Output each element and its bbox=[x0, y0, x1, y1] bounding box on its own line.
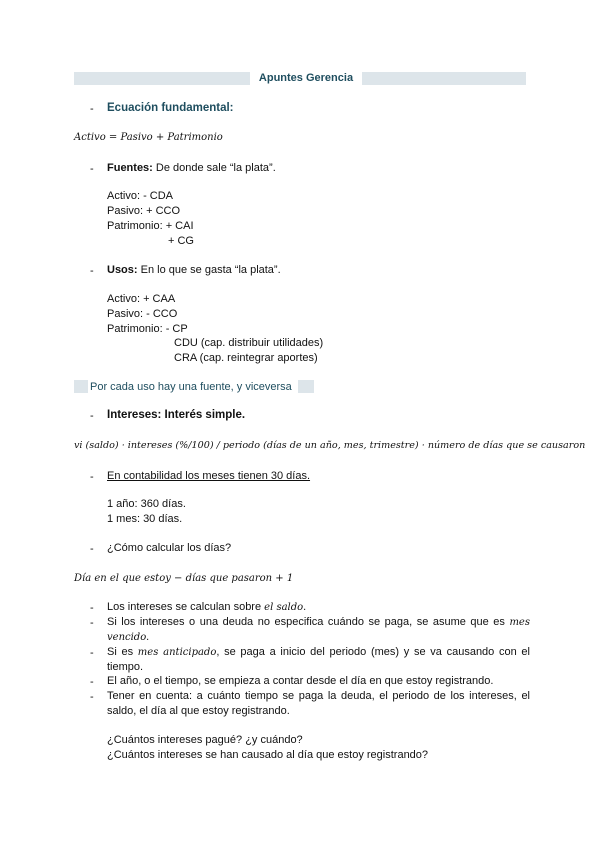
bullet-dash: - bbox=[90, 602, 94, 614]
bullet-dash: - bbox=[90, 410, 94, 422]
usos-line-2: Pasivo: - CCO bbox=[107, 308, 178, 320]
usos-line bbox=[107, 264, 281, 276]
fuentes-line bbox=[107, 162, 276, 174]
usos-line-1: Activo: + CAA bbox=[107, 293, 176, 305]
bullet-dash: - bbox=[90, 543, 94, 555]
calcular-question: ¿Cómo calcular los días? bbox=[107, 542, 232, 554]
usos-label: Usos: bbox=[107, 264, 138, 276]
bullet-dash: - bbox=[90, 691, 94, 703]
highlight-bar-left bbox=[74, 380, 88, 393]
fuentes-line-2: Pasivo: + CCO bbox=[107, 205, 181, 217]
title-bar-left bbox=[74, 72, 250, 85]
calcular-formula: Día en el que estoy − días que pasaron + 1 bbox=[74, 573, 294, 584]
contabilidad-text: En contabilidad los meses tienen 30 días. bbox=[107, 470, 311, 482]
pregunta-1: ¿Cuántos intereses pagué? ¿y cuándo? bbox=[107, 734, 303, 746]
fuentes-line-3: Patrimonio: + CAI bbox=[107, 220, 194, 232]
nota-4: El año, o el tiempo, se empieza a contar desde el día en que estoy registrando. bbox=[107, 675, 494, 687]
bullet-dash: - bbox=[90, 676, 94, 688]
highlight-bar-right bbox=[298, 380, 314, 393]
fuentes-line-4: + CG bbox=[168, 235, 194, 247]
fuentes-text: De donde sale “la plata”. bbox=[152, 162, 276, 174]
ecuacion-formula: Activo = Pasivo + Patrimonio bbox=[74, 132, 223, 143]
title-bar-right bbox=[362, 72, 526, 85]
usos-text: En lo que se gasta “la plata”. bbox=[137, 264, 281, 276]
page-title: Apuntes Gerencia bbox=[258, 72, 354, 84]
bullet-dash: - bbox=[90, 163, 94, 175]
fuentes-line-1: Activo: - CDA bbox=[107, 190, 174, 202]
intereses-heading: Intereses: Interés simple. bbox=[107, 409, 246, 421]
fuentes-label: Fuentes: bbox=[107, 162, 153, 174]
intereses-formula: vi (saldo) · intereses (%/100) / periodo (días de un año, mes, trimestre) · número de días que se causaron bbox=[74, 440, 586, 451]
nota-5: Tener en cuenta: a cuánto tiempo se paga la deuda, el periodo de los intereses, el saldo, el día al que estoy registrando. bbox=[107, 690, 530, 717]
contabilidad-line-2: 1 mes: 30 días. bbox=[107, 513, 183, 525]
ecuacion-heading: Ecuación fundamental: bbox=[107, 102, 234, 114]
contabilidad-line-1: 1 año: 360 días. bbox=[107, 498, 186, 510]
usos-line-5: CRA (cap. reintegrar aportes) bbox=[174, 352, 318, 364]
highlight-text: Por cada uso hay una fuente, y viceversa bbox=[90, 381, 292, 393]
bullet-dash: - bbox=[90, 647, 94, 659]
usos-line-4: CDU (cap. distribuir utilidades) bbox=[174, 337, 324, 349]
bullet-dash: - bbox=[90, 471, 94, 483]
bullet-dash: - bbox=[90, 265, 94, 277]
bullet-dash: - bbox=[90, 617, 94, 629]
nota-1: Los intereses se calculan sobre el saldo. bbox=[107, 601, 307, 613]
usos-line-3: Patrimonio: - CP bbox=[107, 323, 188, 335]
nota-2: Si los intereses o una deuda no especifica cuándo se paga, se asume que es mes vencido. bbox=[107, 616, 530, 643]
pregunta-2: ¿Cuántos intereses se han causado al día que estoy registrando? bbox=[107, 749, 429, 761]
bullet-dash: - bbox=[90, 103, 94, 115]
nota-3: Si es mes anticipado, se paga a inicio del periodo (mes) y se va causando con el tiempo. bbox=[107, 646, 530, 673]
